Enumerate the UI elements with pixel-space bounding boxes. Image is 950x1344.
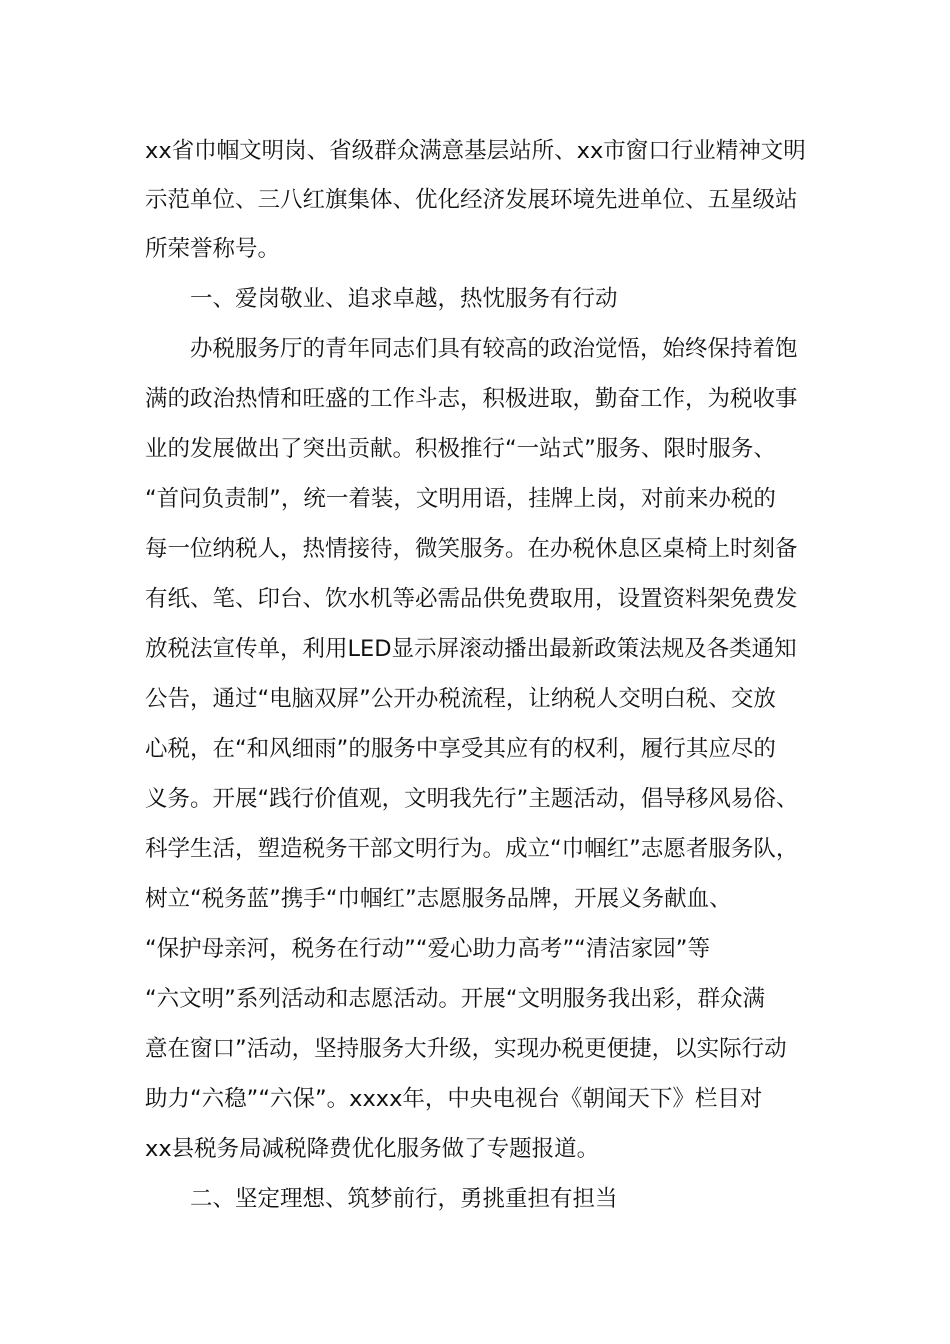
section1-line-5: 每一位纳税人，热情接待，微笑服务。在办税休息区桌椅上时刻备 <box>145 536 798 562</box>
intro-line-1: xx省巾帼文明岗、省级群众满意基层站所、xx市窗口行业精神文明 <box>145 138 806 164</box>
section1-line-8: 公告，通过“电脑双屏”公开办税流程，让纳税人交明白税、交放 <box>145 686 776 712</box>
section1-line-10: 义务。开展“践行价值观，文明我先行”主题活动，倡导移风易俗、 <box>145 786 799 812</box>
section1-heading: 一、爱岗敬业、追求卓越，热忱服务有行动 <box>190 286 618 312</box>
section1-line-17: xx县税务局减税降费优化服务做了专题报道。 <box>145 1136 600 1162</box>
section1-line-6: 有纸、笔、印台、饮水机等必需品供免费取用，设置资料架免费发 <box>145 586 798 612</box>
section1-line-9: 心税，在“和风细雨”的服务中享受其应有的权利，履行其应尽的 <box>145 736 776 762</box>
section1-line-14: “六文明”系列活动和志愿活动。开展“文明服务我出彩，群众满 <box>145 986 765 1012</box>
intro-line-2: 示范单位、三八红旗集体、优化经济发展环境先进单位、五星级站 <box>145 187 798 213</box>
intro-line-3: 所荣誉称号。 <box>145 236 281 262</box>
section1-line-11: 科学生活，塑造税务干部文明行为。成立“巾帼红”志愿者服务队， <box>145 836 799 862</box>
section1-line-13: “保护母亲河，税务在行动”“爱心助力高考”“清洁家园”等 <box>145 936 710 962</box>
section2-heading: 二、坚定理想、筑梦前行，勇挑重担有担当 <box>190 1186 618 1212</box>
section1-line-3: 业的发展做出了突出贡献。积极推行“一站式”服务、限时服务、 <box>145 436 776 462</box>
section1-line-7: 放税法宣传单，利用LED显示屏滚动播出最新政策法规及各类通知 <box>145 636 797 662</box>
section1-line-15: 意在窗口”活动，坚持服务大升级，实现办税更便捷，以实际行动 <box>145 1036 787 1062</box>
section1-line-2: 满的政治热情和旺盛的工作斗志，积极进取，勤奋工作，为税收事 <box>145 386 798 412</box>
section1-line-16: 助力“六稳”“六保”。xxxx年，中央电视台《朝闻天下》栏目对 <box>145 1086 763 1112</box>
section1-line-4: “首问负责制”，统一着装，文明用语，挂牌上岗，对前来办税的 <box>145 486 776 512</box>
section1-line-1: 办税服务厅的青年同志们具有较高的政治觉悟，始终保持着饱 <box>190 336 798 362</box>
section1-line-12: 树立“税务蓝”携手“巾帼红”志愿服务品牌，开展义务献血、 <box>145 886 732 912</box>
